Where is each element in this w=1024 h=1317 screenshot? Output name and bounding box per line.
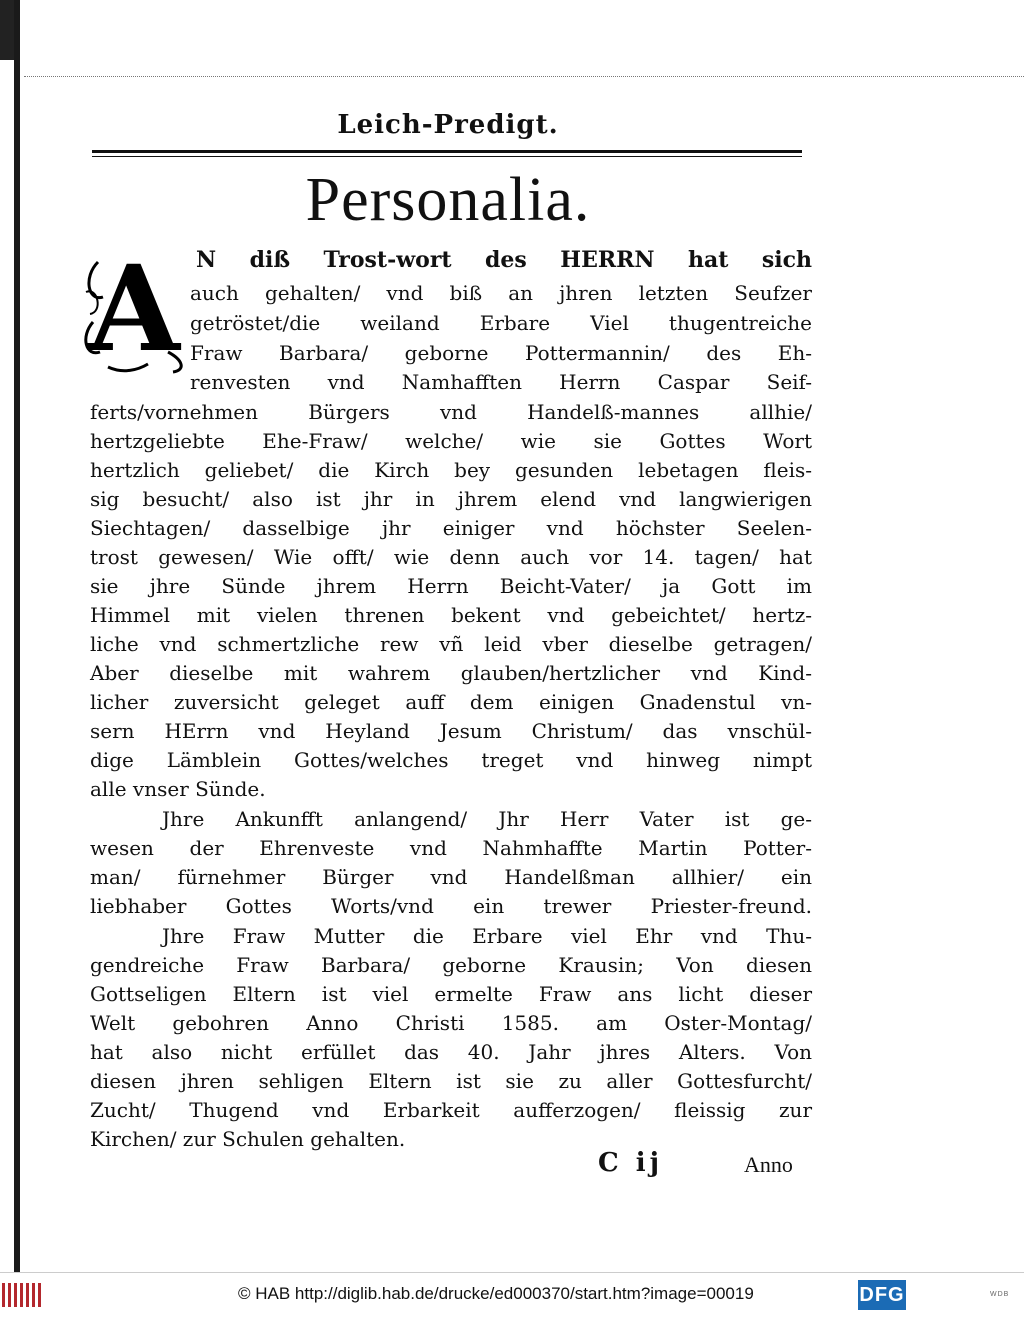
dfg-logo[interactable]: DFG [858,1280,906,1310]
text-line-21: wesen der Ehrenveste vnd Nahmhaffte Martin Potter- [90,836,812,860]
text-line-31: Kirchen/ zur Schulen gehalten. [90,1127,406,1151]
hab-logo-icon [0,1281,44,1309]
text-line-15: Aber dieselbe mit wahrem glauben/hertzlicher vnd Kind- [90,661,812,685]
wdb-label: WDB [990,1291,1010,1298]
text-line-9: sig besucht/ also ist jhr in jhrem elend vnd langwierigen [90,487,812,511]
source-link[interactable]: © HAB http://diglib.hab.de/drucke/ed000370/start.htm?image=00019 [238,1284,754,1303]
text-line-8: hertzlich geliebet/ die Kirch bey gesunden lebetagen fleis- [90,458,812,482]
running-head: Leich-Predigt. [337,110,559,140]
header-rule-thin [92,156,802,157]
text-line-7: hertzgeliebte Ehe-Fraw/ welche/ wie sie Gottes Wort [90,429,812,453]
top-border-line [24,76,1024,77]
text-line-23: liebhaber Gottes Worts/vnd ein trewer Priester-freund. [90,894,812,918]
text-line-2: auch gehalten/ vnd biß an jhren letzten Seufzer [190,281,812,305]
text-line-19: alle vnser Sünde. [90,777,266,801]
text-line-27: Welt gebohren Anno Christi 1585. am Oster-Montag/ [90,1011,812,1035]
binding-edge [14,0,20,1272]
text-line-17: sern HErrn vnd Heyland Jesum Christum/ das vnschül- [90,719,812,743]
text-line-20: Jhre Ankunfft anlangend/ Jhr Herr Vater ist ge- [162,807,812,831]
signature-mark: C ij [598,1148,664,1178]
text-line-24: Jhre Fraw Mutter die Erbare viel Ehr vnd Thu- [162,924,812,948]
text-line-26: Gottseligen Eltern ist viel ermelte Fraw ans licht dieser [90,982,812,1006]
text-line-29: diesen jhren sehligen Eltern ist sie zu aller Gottesfurcht/ [90,1069,812,1093]
text-line-28: hat also nicht erfüllet das 40. Jahr jhres Alters. Von [90,1040,812,1064]
text-line-4: Fraw Barbara/ geborne Pottermannin/ des Eh- [190,341,812,365]
text-line-12: sie jhre Sünde jhrem Herrn Beicht-Vater/ ja Gott im [90,574,812,598]
page-title: Personalia. [305,166,591,234]
text-line-16: licher zuversicht geleget auff dem einigen Gnadenstul vn- [90,690,812,714]
decorated-initial: A [88,239,180,378]
text-line-11: trost gewesen/ Wie offt/ wie denn auch vor 14. tagen/ hat [90,545,812,569]
catchword: Anno [744,1152,793,1177]
text-line-3: getröstet/die weiland Erbare Viel thugentreiche [190,311,812,335]
text-line-18: dige Lämblein Gottes/welches treget vnd hinweg nimpt [90,748,812,772]
text-line-1: N diß Trost-wort des HERRN hat sich [196,247,812,273]
header-rule [92,150,802,153]
text-line-13: Himmel mit vielen threnen bekent vnd gebeichtet/ hertz- [90,603,812,627]
text-line-25: gendreiche Fraw Barbara/ geborne Krausin; Von diesen [90,953,812,977]
text-line-5: renvesten vnd Namhafften Herrn Caspar Seif- [190,370,812,394]
text-line-30: Zucht/ Thugend vnd Erbarkeit aufferzogen/ fleissig zur [90,1098,812,1122]
text-line-22: man/ fürnehmer Bürger vnd Handelßman allhier/ ein [90,865,812,889]
text-line-10: Siechtagen/ dasselbige jhr einiger vnd höchster Seelen- [90,516,812,540]
text-line-14: liche vnd schmertzliche rew vñ leid vber dieselbe getragen/ [90,632,812,656]
text-line-6: ferts/vornehmen Bürgers vnd Handelß-mannes allhie/ [90,400,812,424]
viewer-footer [0,1272,1024,1317]
